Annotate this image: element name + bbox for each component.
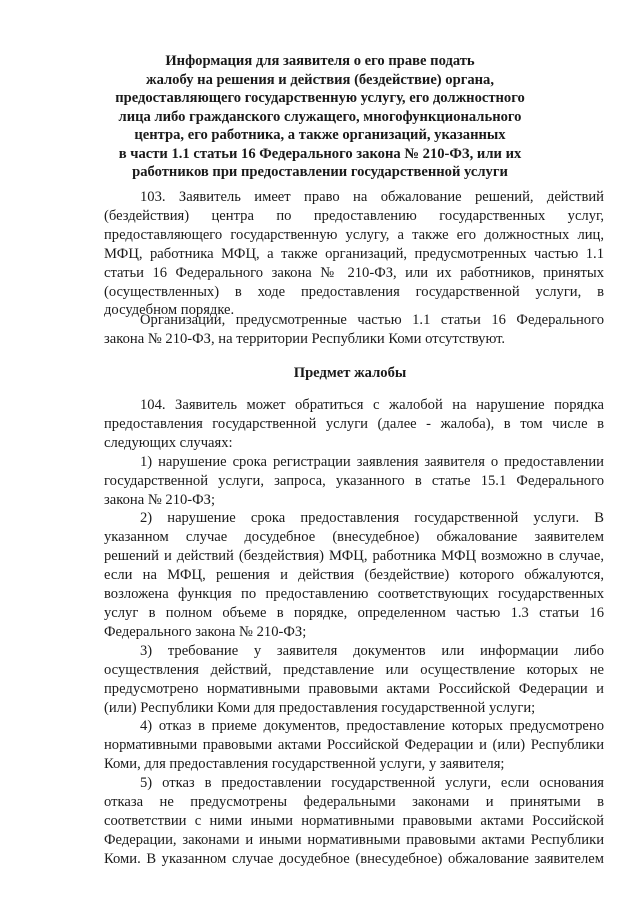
paragraph-line: Коми. В указанном случае досудебное (внесудебное) обжалование заявителем xyxy=(104,850,604,867)
paragraph-line: (или) Республики Коми для предоставления государственной услуги; xyxy=(104,699,536,716)
title-line: центра, его работника, а также организаций, указанных xyxy=(134,127,506,143)
title-line: предоставляющего государственную услугу, его должностного xyxy=(115,90,525,106)
paragraph-line: предоставления государственной услуги (далее - жалоба), в том числе в xyxy=(104,415,604,432)
list-item-2: 2) нарушение срока предоставления государственной услуги. В xyxy=(140,510,604,527)
paragraph-104 xyxy=(104,396,604,869)
paragraph-line: государственной услуги, запроса, указанного в статье 15.1 Федерального xyxy=(104,472,604,489)
paragraph-line: соответствии с ними иными нормативными правовыми актами Российской xyxy=(104,812,604,829)
list-item-1: 1) нарушение срока регистрации заявления заявителя о предоставлении xyxy=(140,453,604,470)
title-line: жалобу на решения и действия (бездействие) органа, xyxy=(145,71,494,88)
paragraph-line: предусмотрено нормативными правовыми актами Российской Федерации и xyxy=(104,680,604,697)
list-item-3: 3) требование у заявителя документов или информации либо xyxy=(140,642,604,659)
paragraph-line: (бездействия) центра по предоставлению государственных услуг, xyxy=(104,207,604,224)
paragraph-line: МФЦ, работника МФЦ, а также организаций, предусмотренных частью 1.1 xyxy=(104,245,604,262)
paragraph-line: решений и действий (бездействия) МФЦ, работника МФЦ возможно в случае, xyxy=(104,548,604,565)
title-line: работников при предоставлении государственной услуги xyxy=(132,164,508,180)
paragraph-line: следующих случаях: xyxy=(104,434,233,451)
paragraph-line: возложена функция по предоставлению соответствующих государственных xyxy=(104,586,604,603)
paragraph-line: закона № 210-ФЗ; xyxy=(104,491,216,508)
paragraph-line: нормативными правовыми актами Российской Федерации и (или) Республики xyxy=(104,737,604,754)
paragraph-line: если на МФЦ, решения и действия (бездействие) которого обжалуются, xyxy=(104,567,604,584)
title-line: в части 1.1 статьи 16 Федерального закона № 210-ФЗ, или их xyxy=(118,145,522,162)
paragraph-line: 103. Заявитель имеет право на обжалование решений, действий xyxy=(140,189,604,205)
paragraph-line: статьи 16 Федерального закона № 210-ФЗ, или их работников, принятых xyxy=(104,264,604,281)
paragraph-line: Организации, предусмотренные частью 1.1 статьи 16 Федерального xyxy=(140,312,604,328)
paragraph-line: 104. Заявитель может обратиться с жалобой на нарушение порядка xyxy=(140,397,604,413)
title-line: Информация для заявителя о его праве подать xyxy=(165,53,475,69)
paragraph-line: осуществления действий, представление или осуществление которых не xyxy=(104,661,604,678)
section-heading-subject: Предмет жалобы xyxy=(293,365,407,381)
list-item-4: 4) отказ в приеме документов, предоставление которых предусмотрено xyxy=(140,718,604,735)
paragraph-line: Федерации, законами и иными нормативными правовыми актами Республики xyxy=(104,831,604,848)
document-title xyxy=(100,52,540,182)
paragraph-line: отказа не предусмотрены федеральными законами и принятыми в xyxy=(104,794,604,811)
paragraph-line: закона № 210-ФЗ, на территории Республики Коми отсутствуют. xyxy=(104,330,506,347)
paragraph-103-note xyxy=(104,311,604,349)
title-line: лица либо гражданского служащего, многофункционального xyxy=(118,108,522,125)
paragraph-103 xyxy=(104,188,604,320)
list-item-5: 5) отказ в предоставлении государственной услуги, если основания xyxy=(140,775,604,792)
paragraph-line: Коми, для предоставления государственной услуги, у заявителя; xyxy=(104,756,505,773)
paragraph-line: предоставляющего государственную услугу, а также его должностных лиц, xyxy=(104,226,604,243)
paragraph-line: указанном случае досудебное (внесудебное) обжалование заявителем xyxy=(104,529,604,546)
paragraph-line: (осуществленных) в ходе предоставления государственной услуги, в xyxy=(104,283,604,300)
paragraph-line: досудебном порядке. xyxy=(104,302,235,319)
paragraph-line: услуг в полном объеме в порядке, определенном частью 1.3 статьи 16 xyxy=(104,604,604,621)
paragraph-line: Федерального закона № 210-ФЗ; xyxy=(104,623,307,640)
